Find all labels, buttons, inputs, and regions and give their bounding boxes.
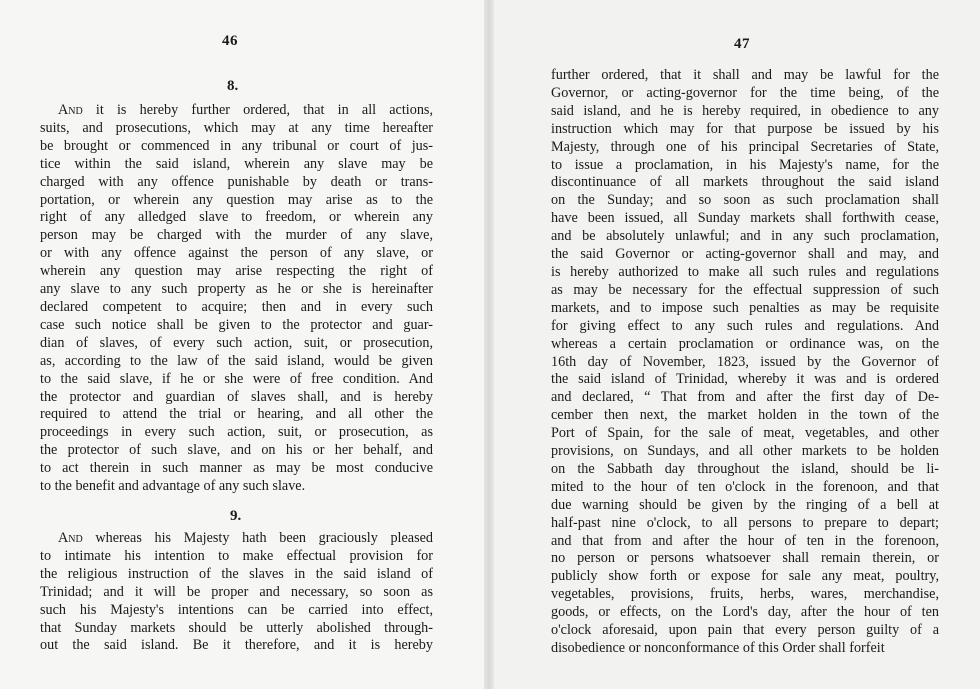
right-page-line: Governor, or acting-governor for the time being, of the: [551, 84, 939, 101]
page-number-right: 47: [734, 36, 750, 52]
section-8-line: or with any offence against the person of any slave, or: [40, 245, 433, 262]
section-9-line: such his Majesty's intentions can be carried into effect,: [40, 601, 433, 618]
section-8-text: [40, 102, 433, 496]
section-8-line: dian of slaves, of every such action, suit, or prosecution,: [40, 334, 433, 351]
right-page-line: provisions, on Sundays, and all other markets to be holden: [551, 443, 939, 460]
section-8-line: to the said slave, if he or she were of free condition. And: [40, 370, 433, 387]
right-page-line: o'clock aforesaid, upon pain that every person guilty of a: [551, 622, 939, 639]
right-page-line: and that from and after the hour of ten in the forenoon,: [551, 532, 939, 549]
left-page: [0, 0, 484, 689]
section-8-line: as, according to the law of the said island, would be given: [40, 352, 433, 369]
right-page-line: the said Governor or acting-governor shall and may, and: [551, 246, 939, 263]
right-page-line: further ordered, that it shall and may be lawful for the: [551, 67, 939, 83]
section-9-line: that Sunday markets should be utterly abolished through-: [40, 619, 433, 636]
section-8-line: proceedings in every such action, suit, or prosecution, as: [40, 424, 433, 441]
section-8-line: person may be charged with the murder of any slave,: [40, 227, 433, 244]
section-8-line: be brought or commenced in any tribunal or court of jus-: [40, 137, 433, 154]
section-8-line: charged with any offence punishable by death or trans-: [40, 173, 433, 190]
right-page-line: Majesty, through one of his principal Secretaries of State,: [551, 138, 939, 155]
right-page-line: vegetables, provisions, fruits, herbs, wares, merchandise,: [551, 586, 939, 603]
section-8-line: the protector of such slave, and on his or her behalf, and: [40, 442, 433, 459]
section-8-line: case such notice shall be given to the protector and guar-: [40, 316, 433, 333]
section-8-line: any slave to any such property as he or she is hereinafter: [40, 281, 433, 298]
section-8-line: the protector and guardian of slaves shall, and is hereby: [40, 388, 433, 405]
section-8-line: declared competent to acquire; then and in every such: [40, 298, 433, 315]
right-page-line: said island, and he is hereby required, in obedience to any: [551, 102, 939, 119]
right-page-line: for giving effect to any such rules and regulations. And: [551, 317, 939, 334]
page-number-left: 46: [222, 33, 238, 49]
section-9-line: [40, 530, 433, 548]
section-number-9: 9.: [230, 508, 242, 524]
section-8-line: suits, and prosecutions, which may at any time hereafter: [40, 119, 433, 136]
section-8-line: tice within the said island, wherein any slave may be: [40, 155, 433, 172]
right-page-line: markets, and to impose such penalties as may be requisite: [551, 299, 939, 316]
section-8-line: wherein any question may arise respecting the right of: [40, 263, 433, 280]
section-9-lead-word: And: [58, 530, 83, 546]
section-8-line: to act therein in such manner as may be most conducive: [40, 460, 433, 477]
right-page-line: and be absolutely unlawful; and in any such proclamation,: [551, 228, 939, 245]
section-8-lead-word: And: [58, 102, 83, 118]
right-page-line: whereas a certain proclamation or ordinance was, on the: [551, 335, 939, 352]
right-page-line: instruction which may for that purpose be issued by his: [551, 120, 939, 137]
right-page-line: to issue a proclamation, in his Majesty's name, for the: [551, 156, 939, 173]
section-9-text: [40, 530, 433, 655]
right-page-line: the said island of Trinidad, whereby it was and is ordered: [551, 371, 939, 388]
right-page-line: half-past nine o'clock, to all persons to prepare to depart;: [551, 514, 939, 531]
right-page-line: cember then next, the market holden in the town of the: [551, 407, 939, 424]
section-9-line: Trinidad; and it will be proper and necessary, so soon as: [40, 583, 433, 600]
section-8-line: right of any alledged slave to freedom, or wherein any: [40, 209, 433, 226]
section-9-line: out the said island. Be it therefore, and it is hereby: [40, 637, 433, 654]
right-page-line: Port of Spain, for the sale of meat, vegetables, and other: [551, 425, 939, 442]
right-page-line: as may be necessary for the effectual suppression of such: [551, 281, 939, 298]
right-page-line: on the Sabbath day throughout the island, should be li-: [551, 460, 939, 477]
section-9-line-text: whereas his Majesty hath been graciously pleased: [95, 530, 433, 546]
right-page-line: and declared, “ That from and after the first day of De-: [551, 389, 939, 406]
right-page-line: discontinuance of all markets throughout the said island: [551, 174, 939, 191]
section-9-line: the religious instruction of the slaves in the said island of: [40, 565, 433, 582]
right-page-line: is hereby authorized to make all such rules and regulations: [551, 263, 939, 280]
section-8-line: required to attend the trial or hearing, and all other the: [40, 406, 433, 423]
right-page-line: due warning should be given by the ringing of a bell at: [551, 496, 939, 513]
right-page-line: no person or persons whatsoever shall remain therein, or: [551, 550, 939, 567]
right-page-line: goods, or effects, on the Lord's day, after the hour of ten: [551, 604, 939, 621]
section-8-line: portation, or wherein any question may arise as to the: [40, 191, 433, 208]
right-page: [494, 0, 980, 689]
right-page-text: [551, 67, 939, 658]
right-page-line: 16th day of November, 1823, issued by the Governor of: [551, 353, 939, 370]
section-9-line: to intimate his intention to make effectual provision for: [40, 547, 433, 564]
right-page-line: on the Sunday; and so soon as such proclamation shall: [551, 192, 939, 209]
section-8-line-text: it is hereby further ordered, that in all actions,: [95, 102, 433, 118]
section-8-line: to the benefit and advantage of any such slave.: [40, 478, 306, 495]
right-page-line: publicly show forth or expose for sale any meat, poultry,: [551, 568, 939, 585]
section-8-line: [40, 102, 433, 120]
right-page-line: disobedience or nonconformance of this Order shall forfeit: [551, 640, 885, 656]
book-gutter: [484, 0, 494, 689]
right-page-line: mited to the hour of ten o'clock in the forenoon, and that: [551, 478, 939, 495]
section-number-8: 8.: [227, 78, 239, 94]
right-page-line: have been issued, all Sunday markets shall forthwith cease,: [551, 210, 939, 227]
